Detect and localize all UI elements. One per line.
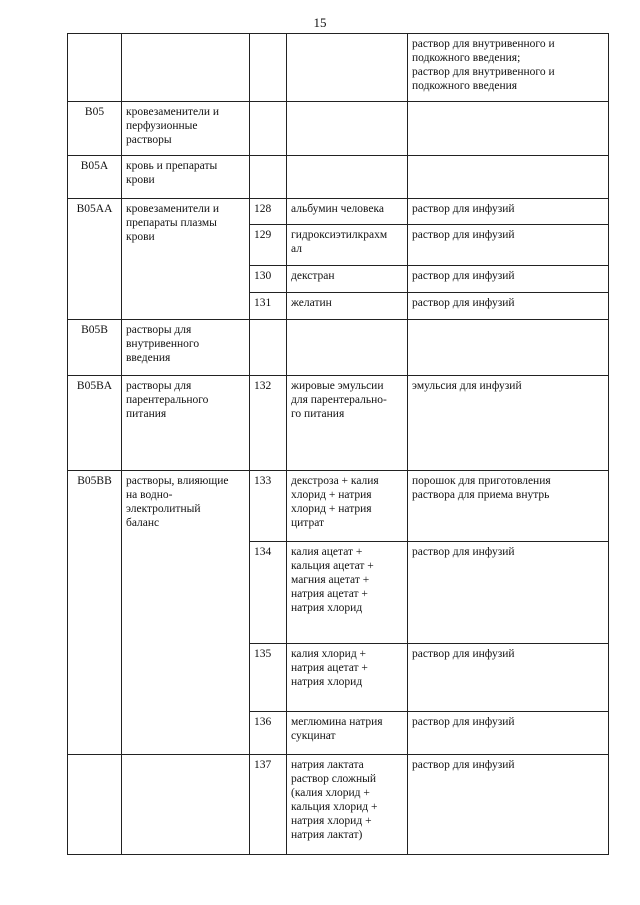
drug-name-cell [287,320,408,376]
dosage-form-cell: раствор для инфузий [408,199,609,225]
number-cell: 134 [250,542,287,644]
number-cell [250,102,287,156]
atc-code-cell: B05 [68,102,122,156]
table-row [68,102,609,156]
drug-name-cell [287,102,408,156]
table-row [68,471,609,542]
table-row [68,376,609,471]
number-cell [250,34,287,102]
table-row [68,199,609,225]
drug-name-cell [287,156,408,199]
group-cell: кровезаменители и препараты плазмы крови [122,199,250,320]
atc-code-cell: B05AA [68,199,122,320]
atc-code-cell: B05BA [68,376,122,471]
dosage-form-cell: раствор для инфузий [408,542,609,644]
drug-name-cell: декстран [287,266,408,293]
number-cell: 135 [250,644,287,712]
dosage-form-cell: раствор для внутривенного и подкожного введения; раствор для внутривенного и подкожного введения [408,34,609,102]
group-cell [122,755,250,855]
drug-name-cell: меглюмина натрия сукцинат [287,712,408,755]
page-number: 15 [313,15,327,30]
atc-code-cell: B05BB [68,471,122,755]
drug-table [67,33,609,855]
atc-code-cell: B05A [68,156,122,199]
dosage-form-cell [408,320,609,376]
atc-code-cell [68,755,122,855]
number-cell: 132 [250,376,287,471]
atc-code-cell [68,34,122,102]
drug-name-cell: жировые эмульсии для парентерально- го питания [287,376,408,471]
drug-name-cell [287,34,408,102]
drug-name-cell: гидроксиэтилкрахм ал [287,225,408,266]
dosage-form-cell: раствор для инфузий [408,293,609,320]
drug-name-cell: натрия лактата раствор сложный (калия хлорид + кальция хлорид + натрия хлорид + натрия лактат) [287,755,408,855]
drug-name-cell: декстроза + калия хлорид + натрия хлорид + натрия цитрат [287,471,408,542]
dosage-form-cell: раствор для инфузий [408,712,609,755]
dosage-form-cell [408,156,609,199]
drug-name-cell: калия ацетат + кальция ацетат + магния ацетат + натрия ацетат + натрия хлорид [287,542,408,644]
drug-name-cell: желатин [287,293,408,320]
table-row [68,156,609,199]
number-cell [250,320,287,376]
dosage-form-cell: раствор для инфузий [408,755,609,855]
dosage-form-cell: раствор для инфузий [408,644,609,712]
number-cell: 131 [250,293,287,320]
number-cell: 130 [250,266,287,293]
table-row [68,320,609,376]
dosage-form-cell [408,102,609,156]
group-cell: растворы для парентерального питания [122,376,250,471]
number-cell: 136 [250,712,287,755]
group-cell: растворы, влияющие на водно- электролитный баланс [122,471,250,755]
dosage-form-cell: порошок для приготовления раствора для приема внутрь [408,471,609,542]
drug-name-cell: калия хлорид + натрия ацетат + натрия хлорид [287,644,408,712]
table-row [68,34,609,102]
group-cell: растворы для внутривенного введения [122,320,250,376]
table-row [68,755,609,855]
dosage-form-cell: раствор для инфузий [408,225,609,266]
drug-name-cell: альбумин человека [287,199,408,225]
atc-code-cell: B05B [68,320,122,376]
group-cell: кровезаменители и перфузионные растворы [122,102,250,156]
dosage-form-cell: эмульсия для инфузий [408,376,609,471]
number-cell: 129 [250,225,287,266]
number-cell: 133 [250,471,287,542]
dosage-form-cell: раствор для инфузий [408,266,609,293]
group-cell: кровь и препараты крови [122,156,250,199]
number-cell: 137 [250,755,287,855]
number-cell: 128 [250,199,287,225]
group-cell [122,34,250,102]
number-cell [250,156,287,199]
